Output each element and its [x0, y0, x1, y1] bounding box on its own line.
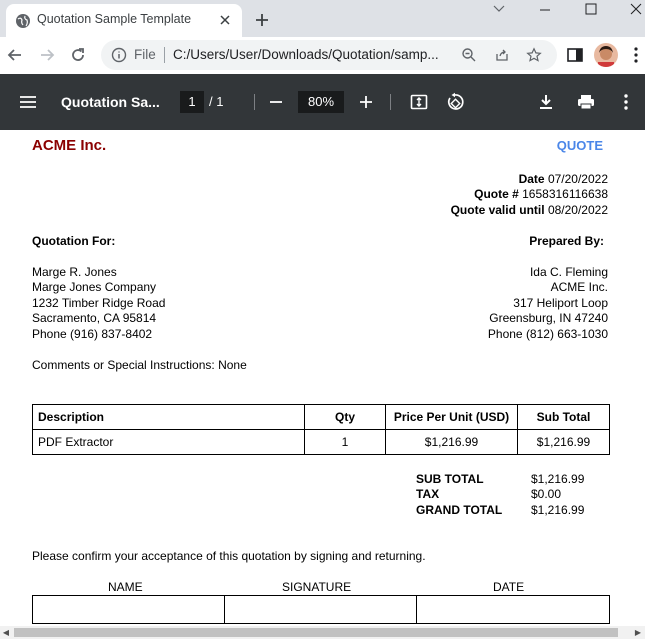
- table-cell: $1,216.99: [518, 430, 610, 455]
- client-line: Marge Jones Company: [32, 280, 157, 294]
- new-tab-icon[interactable]: [252, 10, 272, 30]
- subtotal-label: SUB TOTAL: [416, 472, 484, 486]
- quote-date-line: [519, 172, 608, 186]
- client-line: 1232 Timber Ridge Road: [32, 296, 166, 310]
- download-icon[interactable]: [536, 92, 556, 112]
- horizontal-scrollbar[interactable]: [0, 626, 645, 639]
- close-tab-icon[interactable]: [218, 13, 232, 27]
- rotate-icon[interactable]: [445, 92, 465, 112]
- column-header: Description: [33, 405, 305, 430]
- profile-avatar[interactable]: [594, 43, 618, 67]
- hamburger-menu-icon[interactable]: [18, 92, 38, 112]
- column-header: Price Per Unit (USD): [386, 405, 518, 430]
- toolbar-divider: [254, 94, 255, 110]
- client-line: Sacramento, CA 95814: [32, 311, 157, 325]
- more-options-icon[interactable]: [616, 92, 636, 112]
- share-icon[interactable]: [494, 47, 510, 63]
- browser-toolbar: [0, 37, 645, 74]
- browser-menu-icon[interactable]: [628, 45, 644, 65]
- tab-search-icon[interactable]: [476, 0, 522, 30]
- table-header-row: [33, 405, 610, 430]
- bookmark-star-icon[interactable]: [526, 47, 542, 63]
- confirm-text: Please confirm your acceptance of this quotation by signing and returning.: [32, 549, 426, 563]
- signature-box: [225, 596, 417, 624]
- zoom-level-input[interactable]: 80%: [298, 91, 344, 113]
- zoom-out-icon[interactable]: [266, 92, 286, 112]
- sign-header-signature: SIGNATURE: [282, 580, 352, 594]
- address-separator: [164, 47, 165, 63]
- zoom-in-icon[interactable]: [356, 92, 376, 112]
- scroll-right-arrow-icon[interactable]: ▶: [634, 628, 642, 637]
- url-text[interactable]: C:/Users/User/Downloads/Quotation/samp...: [173, 47, 439, 62]
- quotation-for-heading: Quotation For:: [32, 234, 116, 248]
- globe-icon: [15, 13, 31, 29]
- preparer-line: Greensburg, IN 47240: [489, 311, 608, 325]
- table-cell: PDF Extractor: [33, 430, 305, 455]
- tax-label: TAX: [416, 487, 440, 501]
- pdf-toolbar: [0, 74, 645, 130]
- scrollbar-thumb[interactable]: [14, 628, 618, 637]
- meta-label: Quote #: [474, 187, 519, 201]
- signature-table: [32, 595, 610, 624]
- zoom-icon[interactable]: [461, 47, 477, 63]
- preparer-line: 317 Heliport Loop: [513, 296, 608, 310]
- side-panel-icon[interactable]: [565, 45, 585, 65]
- quote-heading: QUOTE: [556, 138, 603, 153]
- scroll-left-arrow-icon[interactable]: ◀: [2, 628, 10, 637]
- table-row: [33, 430, 610, 455]
- minimize-icon[interactable]: [522, 0, 568, 30]
- meta-value: 07/20/2022: [547, 172, 608, 186]
- quote-valid-line: [451, 203, 608, 217]
- company-name: ACME Inc.: [32, 137, 107, 154]
- sign-header-name: NAME: [108, 580, 143, 594]
- fit-page-icon[interactable]: [409, 92, 429, 112]
- meta-value: 1658316116638: [522, 187, 608, 201]
- pdf-page: [0, 130, 645, 626]
- browser-titlebar: [0, 0, 645, 37]
- subtotal-value: $1,216.99: [531, 472, 585, 486]
- grand-total-value: $1,216.99: [531, 503, 585, 517]
- pdf-title: Quotation Sa...: [61, 94, 160, 110]
- table-cell: 1: [305, 430, 386, 455]
- print-icon[interactable]: [576, 92, 596, 112]
- tab-title: Quotation Sample Template: [37, 12, 192, 26]
- toolbar-divider: [390, 94, 391, 110]
- preparer-line: Ida C. Fleming: [529, 265, 608, 279]
- table-row: [33, 596, 610, 624]
- prepared-by-heading: Prepared By:: [529, 234, 604, 248]
- preparer-line: Phone (812) 663-1030: [487, 327, 608, 341]
- info-icon[interactable]: [111, 47, 127, 63]
- preparer-line: ACME Inc.: [550, 280, 608, 294]
- sign-header-date: DATE: [493, 580, 525, 594]
- tax-value: $0.00: [531, 487, 562, 501]
- window-close-icon[interactable]: [614, 0, 645, 30]
- avatar-icon: [594, 43, 618, 67]
- maximize-icon[interactable]: [568, 0, 614, 30]
- forward-arrow-icon[interactable]: [37, 45, 57, 65]
- column-header: Qty: [305, 405, 386, 430]
- page-total: / 1: [209, 94, 224, 109]
- file-label: File: [134, 47, 156, 62]
- meta-label: Date: [518, 172, 545, 186]
- browser-tab[interactable]: [6, 4, 242, 37]
- date-box: [417, 596, 610, 624]
- client-line: Phone (916) 837-8402: [32, 327, 153, 341]
- table-cell: $1,216.99: [386, 430, 518, 455]
- client-line: Marge R. Jones: [32, 265, 117, 279]
- comments-text: Comments or Special Instructions: None: [32, 358, 247, 372]
- column-header: Sub Total: [518, 405, 610, 430]
- items-table: [32, 404, 610, 455]
- meta-label: Quote valid until: [450, 203, 545, 217]
- name-box: [33, 596, 225, 624]
- grand-total-label: GRAND TOTAL: [416, 503, 503, 517]
- back-arrow-icon[interactable]: [5, 45, 25, 65]
- address-bar[interactable]: [101, 40, 557, 70]
- page-number-input[interactable]: 1: [180, 91, 204, 113]
- quote-number-line: [474, 187, 608, 201]
- meta-value: 08/20/2022: [547, 203, 608, 217]
- reload-icon[interactable]: [68, 45, 88, 65]
